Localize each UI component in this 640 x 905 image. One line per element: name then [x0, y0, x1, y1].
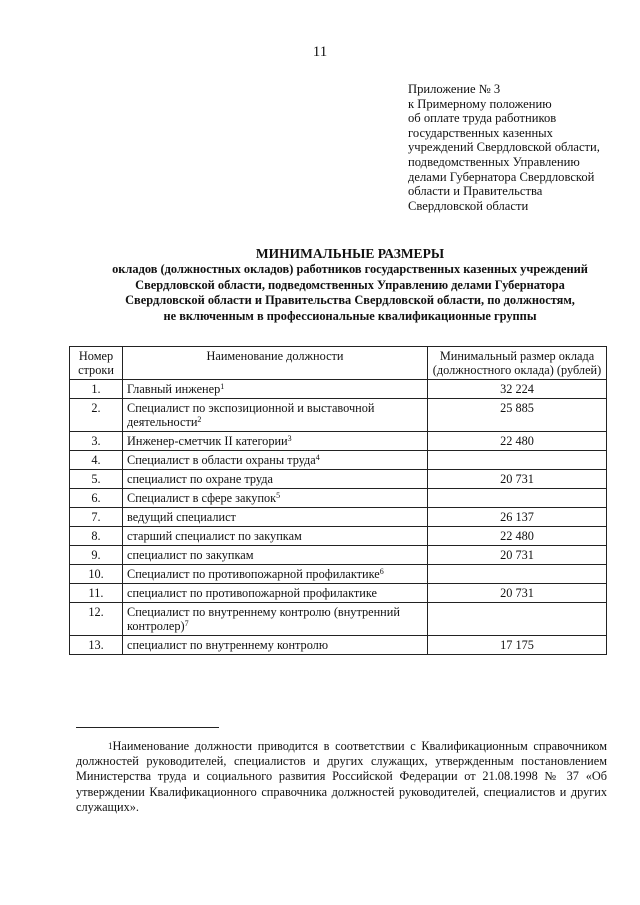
min-salary-cell: 20 731 — [428, 470, 607, 489]
position-name: специалист по охране труда — [127, 472, 273, 486]
footnote-ref: 6 — [379, 567, 384, 576]
footnote-ref: 3 — [287, 434, 292, 443]
appendix-line: подведомственных Управлению — [408, 154, 580, 169]
appendix-line: государственных казенных — [408, 125, 553, 140]
position-name: Специалист по внутреннему контролю (внутренний контролер) — [127, 605, 400, 633]
position-name: специалист по закупкам — [127, 548, 254, 562]
table-row — [70, 508, 607, 527]
row-number-cell: 7. — [70, 508, 123, 527]
min-salary-cell: 26 137 — [428, 508, 607, 527]
position-name-cell — [123, 603, 428, 636]
table-header-row — [70, 347, 607, 380]
table-row — [70, 527, 607, 546]
position-name-cell — [123, 584, 428, 603]
document-title — [60, 245, 640, 324]
title-line: окладов (должностных окладов) работников государственных казенных учреждений — [112, 262, 588, 276]
position-name-cell — [123, 508, 428, 527]
position-name-cell — [123, 432, 428, 451]
table-row — [70, 489, 607, 508]
row-number-cell: 9. — [70, 546, 123, 565]
appendix-line: Свердловской области — [408, 198, 529, 213]
footnote — [76, 739, 607, 815]
row-number-cell: 10. — [70, 565, 123, 584]
min-salary-cell: 22 480 — [428, 527, 607, 546]
table-row — [70, 470, 607, 489]
row-number-cell: 1. — [70, 380, 123, 399]
min-salary-cell: 32 224 — [428, 380, 607, 399]
title-line: Свердловской области и Правительства Свердловской области, по должностям, — [125, 293, 575, 307]
appendix-line: об оплате труда работников — [408, 111, 557, 126]
position-name-cell — [123, 399, 428, 432]
min-salary-cell — [428, 603, 607, 636]
header-row-number: Номер строки — [70, 347, 123, 380]
position-name: старший специалист по закупкам — [127, 529, 302, 543]
min-salary-cell: 17 175 — [428, 636, 607, 655]
position-name-cell — [123, 380, 428, 399]
row-number-cell: 13. — [70, 636, 123, 655]
position-name: Специалист по экспозиционной и выставочной деятельности — [127, 401, 375, 429]
table-row — [70, 432, 607, 451]
salary-table — [69, 346, 607, 655]
row-number-cell: 6. — [70, 489, 123, 508]
table-row — [70, 603, 607, 636]
footnote-ref: 5 — [276, 491, 281, 500]
footnote-ref: 4 — [315, 453, 320, 462]
table-row — [70, 380, 607, 399]
appendix-line: Приложение № 3 — [408, 82, 501, 96]
footnote-ref: 7 — [184, 619, 189, 628]
min-salary-cell — [428, 451, 607, 470]
min-salary-cell: 20 731 — [428, 584, 607, 603]
row-number-cell: 4. — [70, 451, 123, 470]
row-number-cell: 11. — [70, 584, 123, 603]
footnote-ref: 1 — [220, 382, 225, 391]
position-name: Специалист в области охраны труда — [127, 453, 316, 467]
row-number-cell: 8. — [70, 527, 123, 546]
page-number: 11 — [312, 44, 328, 60]
appendix-line: делами Губернатора Свердловской — [408, 169, 595, 184]
position-name: Специалист в сфере закупок — [127, 491, 277, 505]
position-name: Инженер-сметчик II категории — [127, 434, 288, 448]
position-name: ведущий специалист — [127, 510, 236, 524]
row-number-cell: 12. — [70, 603, 123, 636]
min-salary-cell: 25 885 — [428, 399, 607, 432]
position-name: Специалист по противопожарной профилактике — [127, 567, 380, 581]
footnote-ref: 2 — [197, 415, 202, 424]
position-name-cell — [123, 565, 428, 584]
table-row — [70, 584, 607, 603]
position-name-cell — [123, 451, 428, 470]
position-name-cell — [123, 527, 428, 546]
position-name-cell — [123, 489, 428, 508]
table-body — [70, 380, 607, 655]
position-name-cell — [123, 546, 428, 565]
table-row — [70, 565, 607, 584]
title-line: не включенным в профессиональные квалификационные группы — [163, 308, 537, 323]
footnote-text: Наименование должности приводится в соответствии с Квалификационным справочником должностей руководителей, специалистов и других служащих, утвержденным постановлением Министерства труда и социального развития Российской Федерации от 21.08.1998 № 37 «Об утверждении Квалификационного справочника должностей руководителей, специалистов и других служащих». — [76, 739, 607, 814]
row-number-cell: 3. — [70, 432, 123, 451]
position-name: специалист по противопожарной профилактике — [127, 586, 378, 600]
row-number-cell: 2. — [70, 399, 123, 432]
table-row — [70, 636, 607, 655]
min-salary-cell: 20 731 — [428, 546, 607, 565]
appendix-line: области и Правительства — [408, 184, 543, 199]
table-row — [70, 546, 607, 565]
min-salary-cell — [428, 489, 607, 508]
position-name-cell — [123, 636, 428, 655]
header-position-name: Наименование должности — [123, 347, 428, 380]
min-salary-cell: 22 480 — [428, 432, 607, 451]
title-subtitle — [60, 262, 640, 324]
position-name-cell — [123, 470, 428, 489]
position-name: Главный инженер — [127, 382, 221, 396]
min-salary-cell — [428, 565, 607, 584]
appendix-line: учреждений Свердловской области, — [408, 140, 600, 155]
title-main: МИНИМАЛЬНЫЕ РАЗМЕРЫ — [255, 246, 445, 261]
table-row — [70, 451, 607, 470]
header-min-salary: Минимальный размер оклада (должностного оклада) (рублей) — [428, 347, 607, 380]
position-name: специалист по внутреннему контролю — [127, 638, 329, 652]
row-number-cell: 5. — [70, 470, 123, 489]
footnote-mark: 1 — [108, 741, 113, 751]
footnote-divider — [76, 727, 219, 728]
table-row — [70, 399, 607, 432]
title-line: Свердловской области, подведомственных Управлению делами Губернатора — [135, 277, 565, 292]
appendix-line: к Примерному положению — [408, 96, 552, 111]
appendix-note — [408, 82, 633, 213]
